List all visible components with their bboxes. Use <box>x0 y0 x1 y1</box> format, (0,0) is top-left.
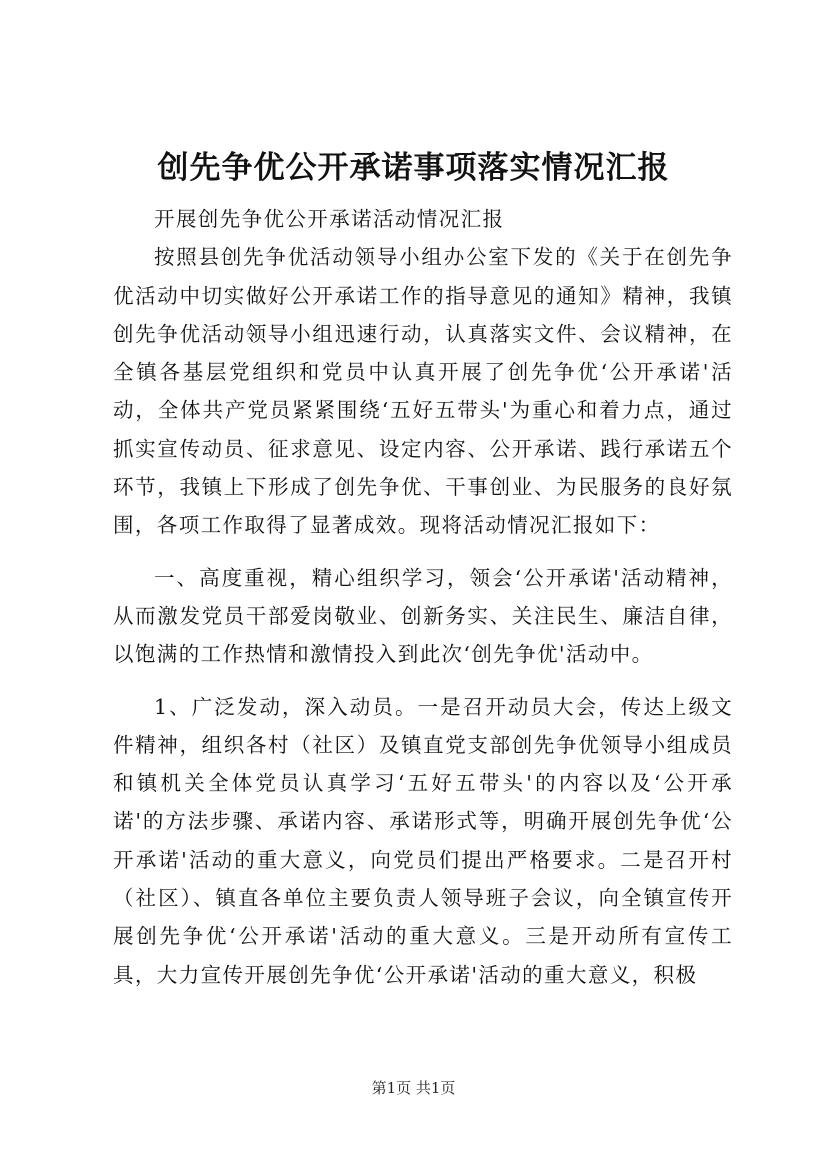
paragraph-item-one: 1、广泛发动，深入动员。一是召开动员大会，传达上级文件精神，组织各村（社区）及镇直党支部创先争优领导小组成员和镇机关全体党员认真学习‘五好五带头'的内容以及‘公开承诺'的方法步骤、承诺内容、承诺形式等，明确开展创先争优‘公开承诺'活动的重大意义，向党员们提出严格要求。二是召开村（社区）、镇直各单位主要负责人领导班子会议，向全镇宣传开展创先争优‘公开承诺'活动的重大意义。三是开动所有宣传工具，大力宣传开展创先争优‘公开承诺'活动的重大意义，积极 <box>113 694 734 987</box>
document-subtitle: 开展创先争优公开承诺活动情况汇报 <box>154 207 505 231</box>
document-title: 创先争优公开承诺事项落实情况汇报 <box>157 150 670 186</box>
document-body <box>113 200 733 994</box>
page-footer: 第1页 共1页 <box>371 1079 456 1097</box>
paragraph-section-one: 一、高度重视，精心组织学习，领会‘公开承诺'活动精神，从而激发党员干部爱岗敬业、创新务实、关注民生、廉洁自律，以饱满的工作热情和激情投入到此次‘创先争优'活动中。 <box>113 565 733 667</box>
paragraph-intro: 按照县创先争优活动领导小组办公室下发的《关于在创先争优活动中切实做好公开承诺工作的指导意见的通知》精神，我镇创先争优活动领导小组迅速行动，认真落实文件、会议精神，在全镇各基层党组织和党员中认真开展了创先争优‘公开承诺'活动，全体共产党员紧紧围绕‘五好五带头'为重心和着力点，通过抓实宣传动员、征求意见、设定内容、公开承诺、践行承诺五个环节，我镇上下形成了创先争优、干事创业、为民服务的良好氛围，各项工作取得了显著成效。现将活动情况汇报如下： <box>113 245 733 538</box>
